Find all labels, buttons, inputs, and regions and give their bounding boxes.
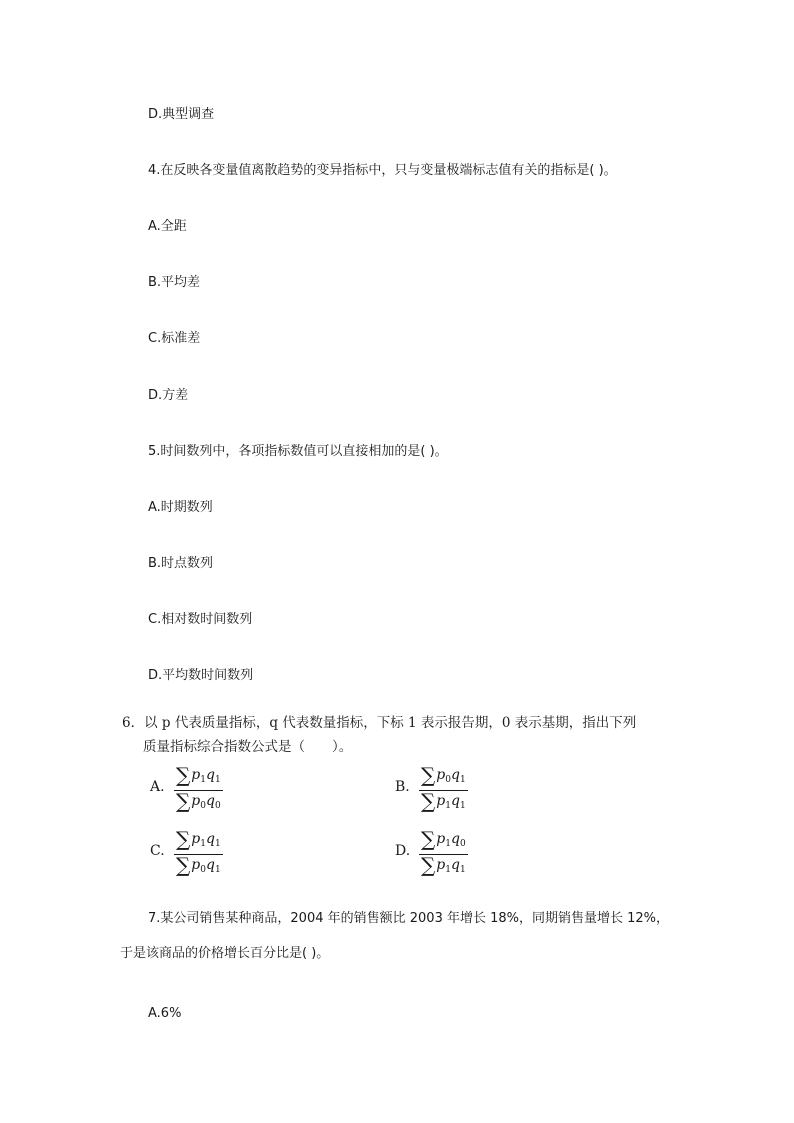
q7-stem-line-1: 7.某公司销售某种商品，2004 年的销售额比 2003 年增长 18%，同期销售量增长 12%， [148,911,670,926]
q4-option-b: B.平均差 [148,275,201,290]
q6-option-a-label: A. [150,779,165,795]
q6-option-b-label: B. [395,779,410,795]
q4-option-d: D.方差 [148,388,189,403]
q7-stem-line-2: 于是该商品的价格增长百分比是( )。 [120,946,330,961]
denominator: $\sum p_0q_1$ [176,853,221,877]
q5-option-d: D.平均数时间数列 [148,668,254,683]
q4-option-a: A.全距 [148,219,187,234]
q4-stem: 4.在反映各变量值离散趋势的变异指标中，只与变量极端标志值有关的指标是( )。 [148,163,617,178]
q5-option-a: A.时期数列 [148,500,213,515]
q6-option-a-formula [174,765,223,816]
q7-option-a: A.6% [148,1006,182,1021]
denominator: $\sum p_1q_1$ [421,853,466,877]
q5-stem: 5.时间数列中，各项指标数值可以直接相加的是( )。 [148,444,448,459]
numerator: $\sum p_0q_1$ [419,765,468,791]
numerator: $\sum p_1q_1$ [174,765,223,791]
q6-option-c-formula [174,829,223,880]
q3-option-d: D.典型调查 [148,107,215,122]
q6-option-b-formula [419,765,468,816]
q6-option-c-label: C. [150,843,165,859]
q6-option-d-label: D. [395,843,411,859]
denominator: $\sum p_1q_1$ [421,789,466,813]
q6-option-d-formula [419,829,468,880]
q5-option-c: C.相对数时间数列 [148,612,253,627]
q5-option-b: B.时点数列 [148,556,214,571]
q6-stem-line-2: 质量指标综合指数公式是（ ）。 [143,739,353,755]
denominator: $\sum p_0q_0$ [176,789,221,813]
q6-stem-line-1: 6．以 p 代表质量指标，q 代表数量指标，下标 1 表示报告期，0 表示基期，指出下列 [122,715,637,731]
q4-option-c: C.标准差 [148,331,201,346]
numerator: $\sum p_1q_1$ [174,829,223,855]
numerator: $\sum p_1q_0$ [419,829,468,855]
